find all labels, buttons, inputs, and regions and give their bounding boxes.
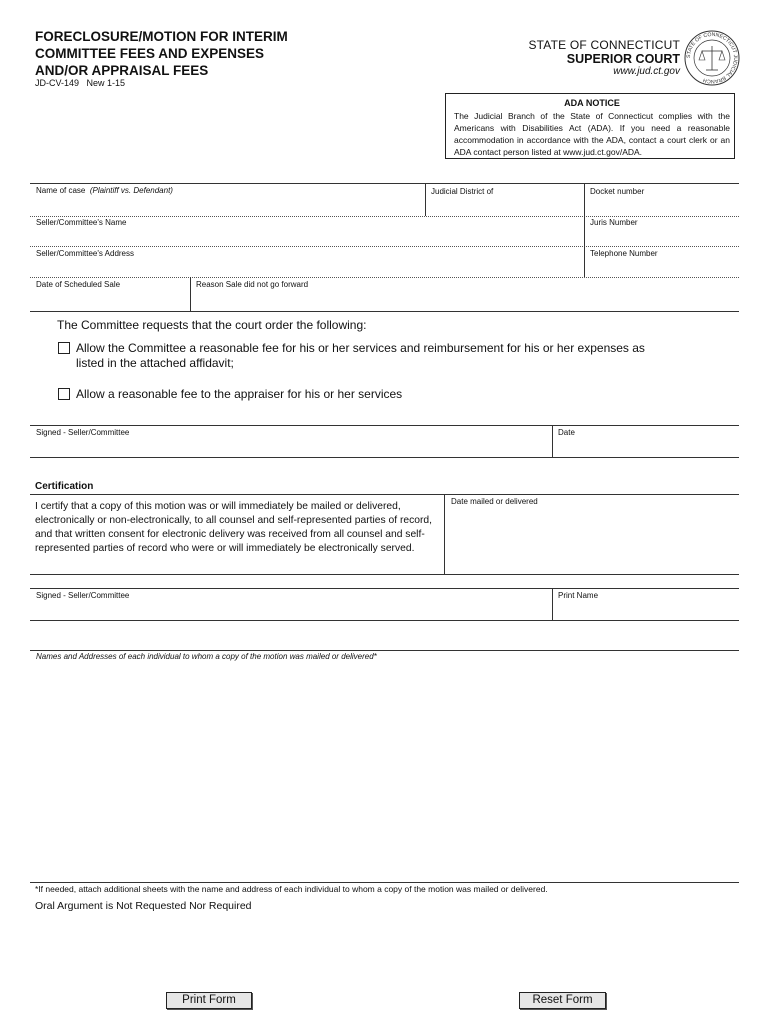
form-title xyxy=(35,28,335,79)
option-appraiser-fee-text: Allow a reasonable fee to the appraiser for his or her services xyxy=(76,387,403,401)
grid-rule-3 xyxy=(30,277,739,278)
date-label: Date xyxy=(558,428,575,437)
option-appraiser-fee-checkbox[interactable] xyxy=(58,388,70,400)
date-scheduled-sale-label: Date of Scheduled Sale xyxy=(36,280,121,289)
seal-text: STATE OF CONNECTICUT JUDICIAL BRANCH xyxy=(685,31,739,85)
footer-note: *If needed, attach additional sheets with the name and address of each individual to whom a copy of the motion was mailed or delivered. xyxy=(35,884,548,894)
footer-rule xyxy=(30,882,739,883)
docket-number-label: Docket number xyxy=(590,187,645,196)
option-committee-fee-text: Allow the Committee a reasonable fee for his or her services and reimbursement for his or her expenses as listed in the attached affidavit; xyxy=(76,341,645,370)
grid-rule-2 xyxy=(30,246,739,247)
reset-form-button[interactable]: Reset Form xyxy=(519,992,606,1009)
judicial-district-label: Judicial District of xyxy=(431,187,494,196)
sig1-bottom-rule xyxy=(30,457,739,458)
seller-name-label: Seller/Committee's Name xyxy=(36,218,127,227)
signed-label: Signed - Seller/Committee xyxy=(36,428,130,437)
ada-notice xyxy=(445,93,735,159)
sig2-divider xyxy=(552,588,553,620)
certification-heading: Certification xyxy=(35,481,94,492)
grid-divider-district xyxy=(425,183,426,216)
print-name-label: Print Name xyxy=(558,591,599,600)
request-intro: The Committee requests that the court order the following: xyxy=(57,318,367,332)
grid-rule-1 xyxy=(30,216,739,217)
sig1-top-rule xyxy=(30,425,739,426)
cert-divider xyxy=(444,494,445,574)
ada-body: The Judicial Branch of the State of Connecticut complies with the Americans with Disabilities Act (ADA). If you need a reasonable accommodation in accordance with the ADA, contact a court clerk or an ADA contact person listed at www.jud.ct.gov/ADA. xyxy=(454,111,730,157)
date-mailed-label: Date mailed or delivered xyxy=(451,497,538,506)
state-seal-icon xyxy=(684,30,740,86)
title-line-2: COMMITTEE FEES AND EXPENSES xyxy=(35,46,265,61)
title-line-3: AND/OR APPRAISAL FEES xyxy=(35,63,209,78)
names-top-rule xyxy=(30,650,739,651)
name-of-case-label: Name of case (Plaintiff vs. Defendant) xyxy=(36,186,173,195)
certification-body: I certify that a copy of this motion was or will immediately be mailed or delivered, electronically or non-electronically, to all counsel and self-represented parties of record, and that written consent for electronic delivery was received from all counsel and self-represented parties of record who were or will immediately be electronically served. xyxy=(35,501,433,554)
grid-bottom-rule xyxy=(30,311,739,312)
ada-heading: ADA NOTICE xyxy=(564,98,620,108)
juris-number-label: Juris Number xyxy=(590,218,638,227)
cert-top-rule xyxy=(30,494,739,495)
reason-sale-label: Reason Sale did not go forward xyxy=(196,280,309,289)
grid-divider-right xyxy=(584,183,585,277)
oral-argument-text: Oral Argument is Not Requested Nor Required xyxy=(35,900,252,912)
court-heading xyxy=(528,38,680,77)
signed-label-2: Signed - Seller/Committee xyxy=(36,591,130,600)
state-name: STATE OF CONNECTICUT xyxy=(528,38,680,52)
grid-top-rule xyxy=(30,183,739,184)
form-number: JD-CV-149 New 1-15 xyxy=(35,78,126,88)
grid-divider-sale xyxy=(190,277,191,311)
names-addresses-area[interactable] xyxy=(36,668,736,880)
print-form-button[interactable]: Print Form xyxy=(166,992,252,1009)
telephone-label: Telephone Number xyxy=(590,249,658,258)
sig1-divider xyxy=(552,425,553,457)
sig2-top-rule xyxy=(30,588,739,589)
court-website: www.jud.ct.gov xyxy=(613,66,680,77)
cert-bottom-rule xyxy=(30,574,739,575)
seller-address-label: Seller/Committee's Address xyxy=(36,249,135,258)
title-line-1: FORECLOSURE/MOTION FOR INTERIM xyxy=(35,29,288,44)
court-name: SUPERIOR COURT xyxy=(566,52,680,66)
names-addresses-label: Names and Addresses of each individual to whom a copy of the motion was mailed or delivered* xyxy=(36,652,377,661)
sig2-bottom-rule xyxy=(30,620,739,621)
option-committee-fee-checkbox[interactable] xyxy=(58,342,70,354)
